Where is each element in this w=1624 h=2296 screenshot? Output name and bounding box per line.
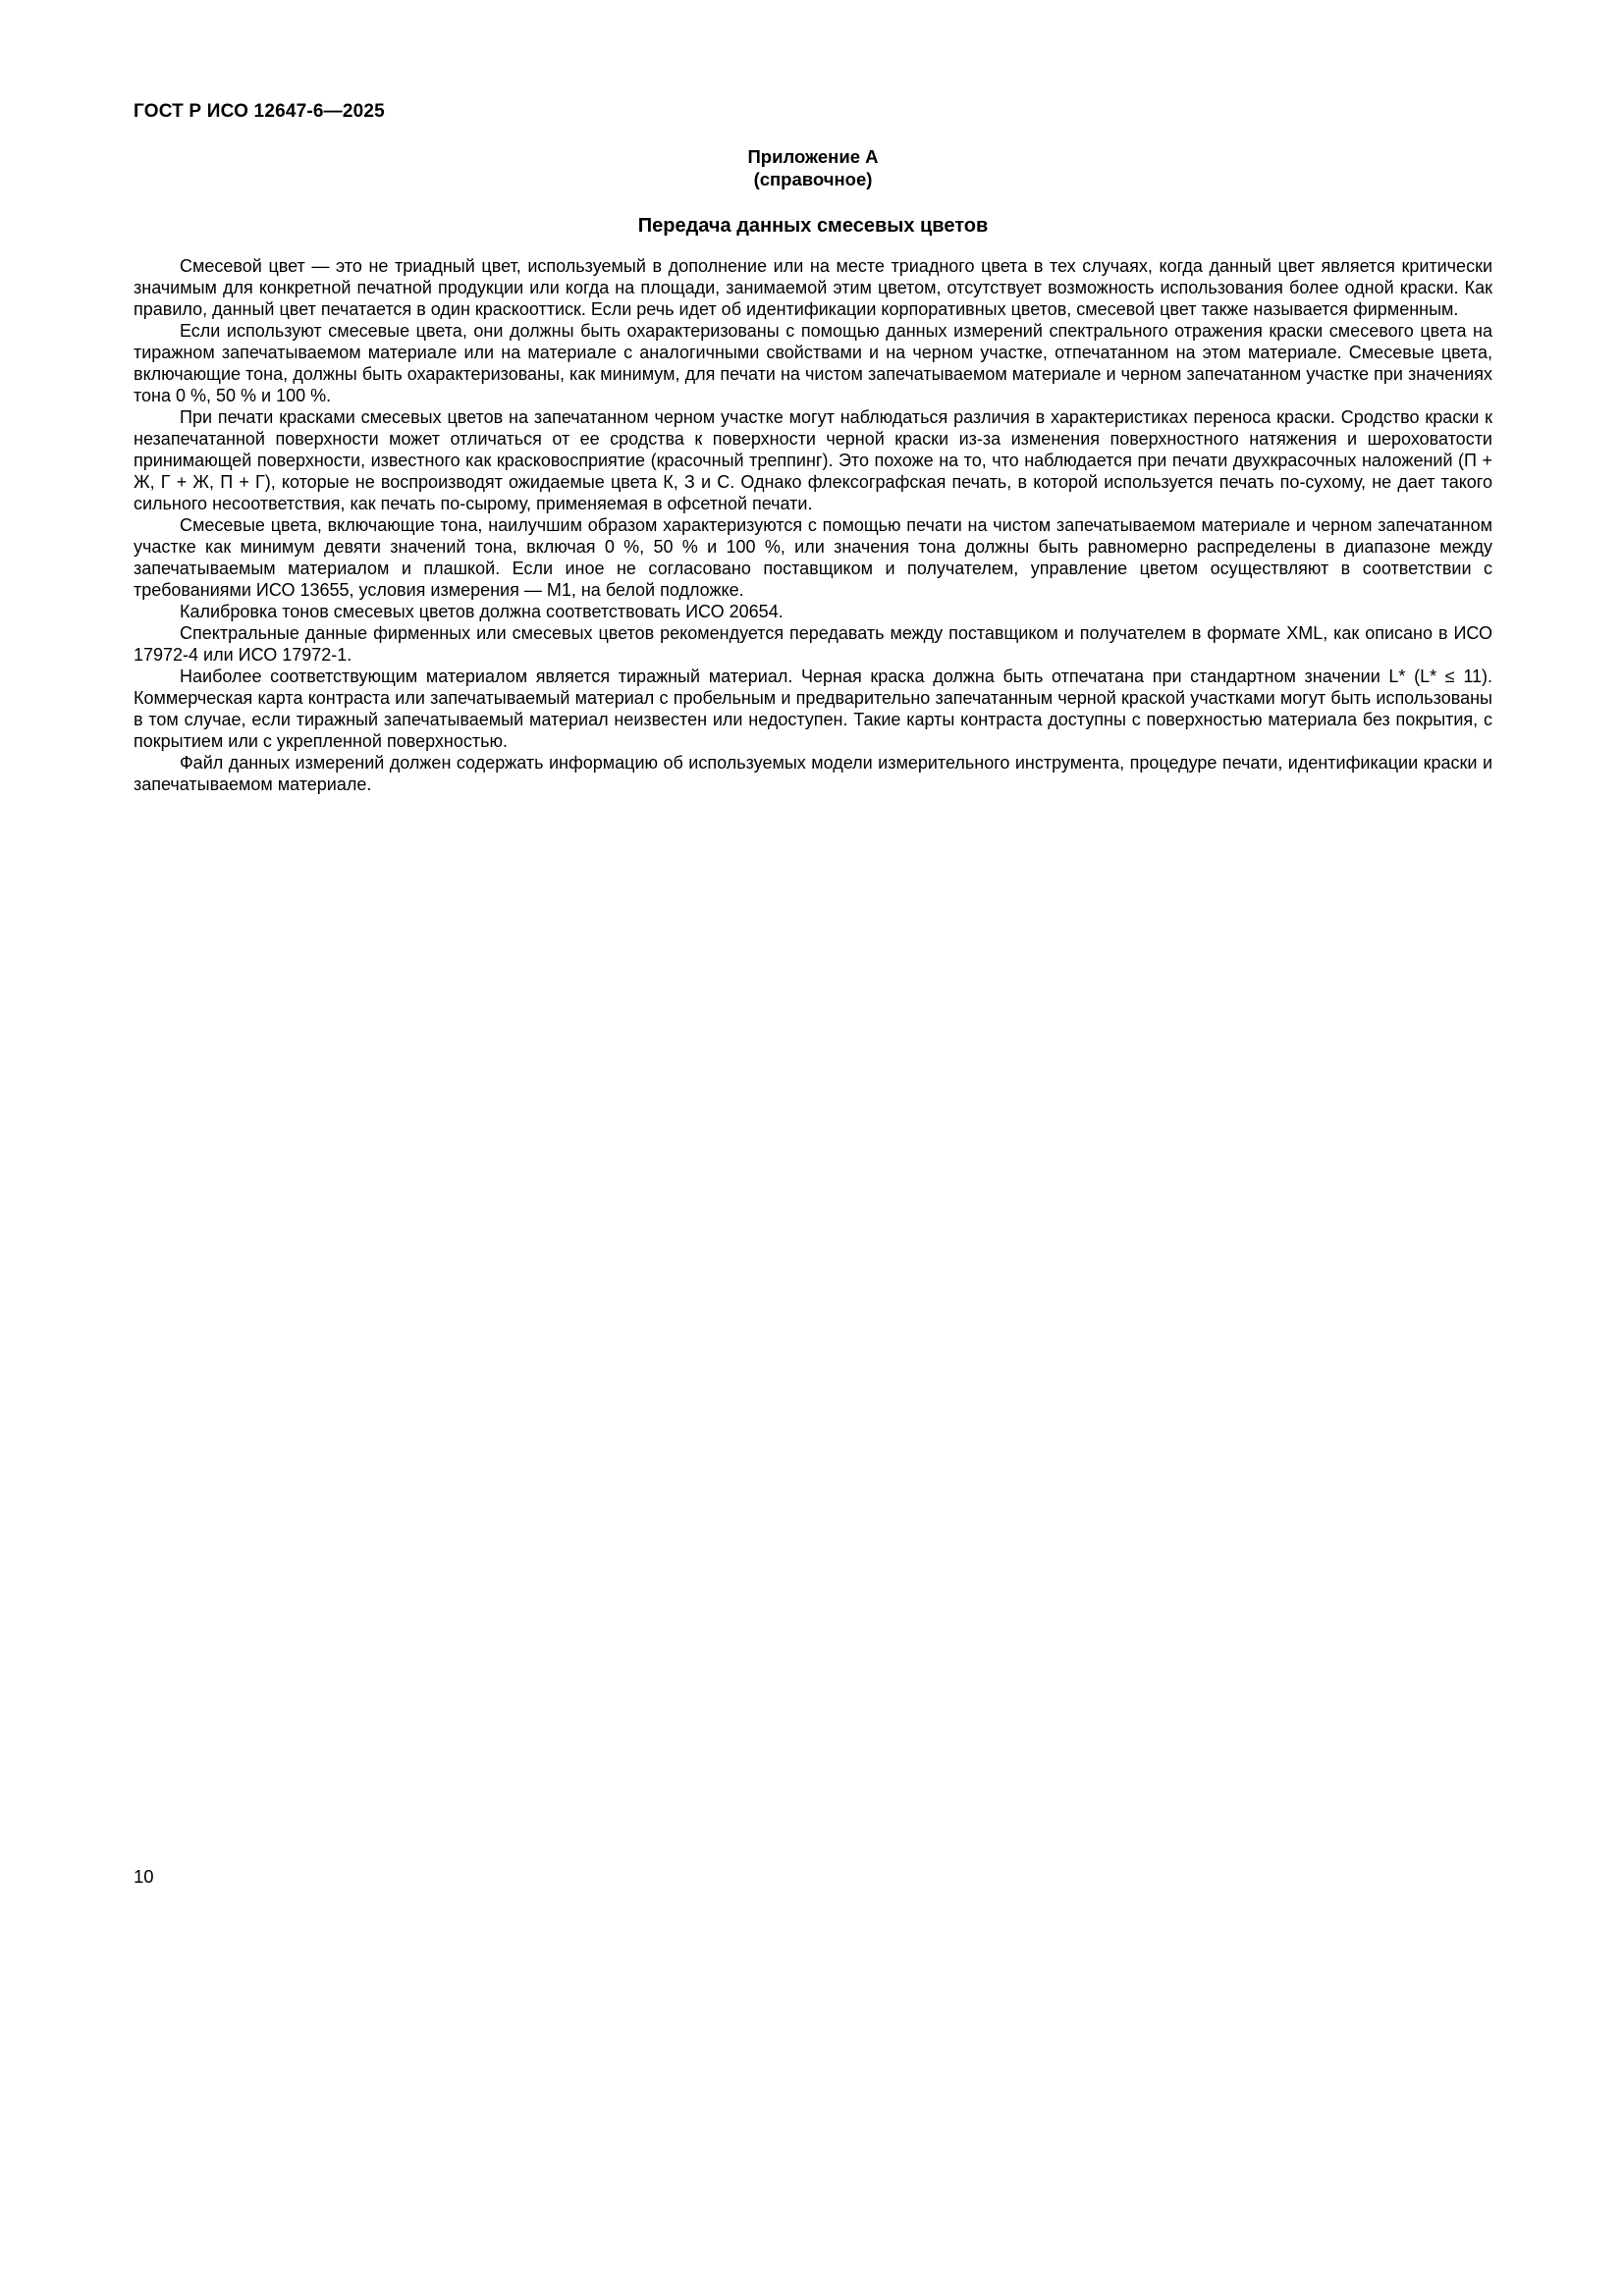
body-text [134,255,1492,795]
appendix-title: Передача данных смесевых цветов [637,215,989,237]
page-content [134,145,1492,795]
body-paragraph-3: При печати красками смесевых цветов на запечатанном черном участке могут наблюдаться различия в характеристиках переноса краски. Сродство краски к незапечатанной поверхности может отличаться от ее сродства к поверхности черной краски из-за изменения поверхностного натяжения и шероховатости принимающей поверхности, известного как красковосприятие (красочный треппинг). Это похоже на то, что наблюдается при печати двухкрасочных наложений (П + Ж, Г + Ж, П + Г), которые не воспроизводят ожидаемые цвета К, З и С. Однако флексографская печать, в которой используется печать по-сухому, не дает такого сильного несоответствия, как печать по-сырому, применяемая в офсетной печати. [134,407,1492,513]
body-paragraph-7: Наиболее соответствующим материалом является тиражный материал. Черная краска должна быть отпечатана при стандартном значении L* (L* ≤ 11). Коммерческая карта контраста или запечатываемый материал с пробельным и предварительно запечатанным черной краской участками могут быть использованы в том случае, если тиражный запечатываемый материал неизвестен или недоступен. Такие карты контраста доступны с поверхностью материала без покрытия, с покрытием или с укрепленной поверхностью. [134,667,1492,751]
appendix-label: Приложение А [747,146,879,167]
body-paragraph-1: Смесевой цвет — это не триадный цвет, используемый в дополнение или на месте триадного цвета в тех случаях, когда данный цвет является критически значимым для конкретной печатной продукции или когда на площади, занимаемой этим цветом, отсутствует возможность использования более одной краски. Как правило, данный цвет печатается в один краскооттиск. Если речь идет об идентификации корпоративных цветов, смесевой цвет также называется фирменным. [134,256,1492,319]
page-number: 10 [134,1866,154,1887]
document-code: ГОСТ Р ИСО 12647-6—2025 [134,101,385,122]
body-paragraph-6: Спектральные данные фирменных или смесевых цветов рекомендуется передавать между поставщиком и получателем в формате XML, как описано в ИСО 17972-4 или ИСО 17972-1. [134,623,1492,665]
body-paragraph-2: Если используют смесевые цвета, они должны быть охарактеризованы с помощью данных измерений спектрального отражения краски смесевого цвета на тиражном запечатываемом материале или на материале с аналогичными свойствами и на черном участке, отпечатанном на этом материале. Смесевые цвета, включающие тона, должны быть охарактеризованы, как минимум, для печати на чистом запечатываемом материале и черном запечатанном участке при значениях тона 0 %, 50 % и 100 %. [134,321,1492,405]
body-paragraph-4: Смесевые цвета, включающие тона, наилучшим образом характеризуются с помощью печати на чистом запечатываемом материале и черном запечатанном участке как минимум девяти значений тона, включая 0 %, 50 % и 100 %, или значения тона должны быть равномерно распределены в диапазоне между запечатываемым материалом и плашкой. Если иное не согласовано поставщиком и получателем, управление цветом осуществляют в соответствии с требованиями ИСО 13655, условия измерения — М1, на белой подложке. [134,515,1492,600]
appendix-note: (справочное) [753,169,873,189]
body-paragraph-8: Файл данных измерений должен содержать информацию об используемых модели измерительного инструмента, процедуре печати, идентификации краски и запечатываемом материале. [134,753,1492,794]
body-paragraph-5: Калибровка тонов смесевых цветов должна соответствовать ИСО 20654. [180,602,784,621]
